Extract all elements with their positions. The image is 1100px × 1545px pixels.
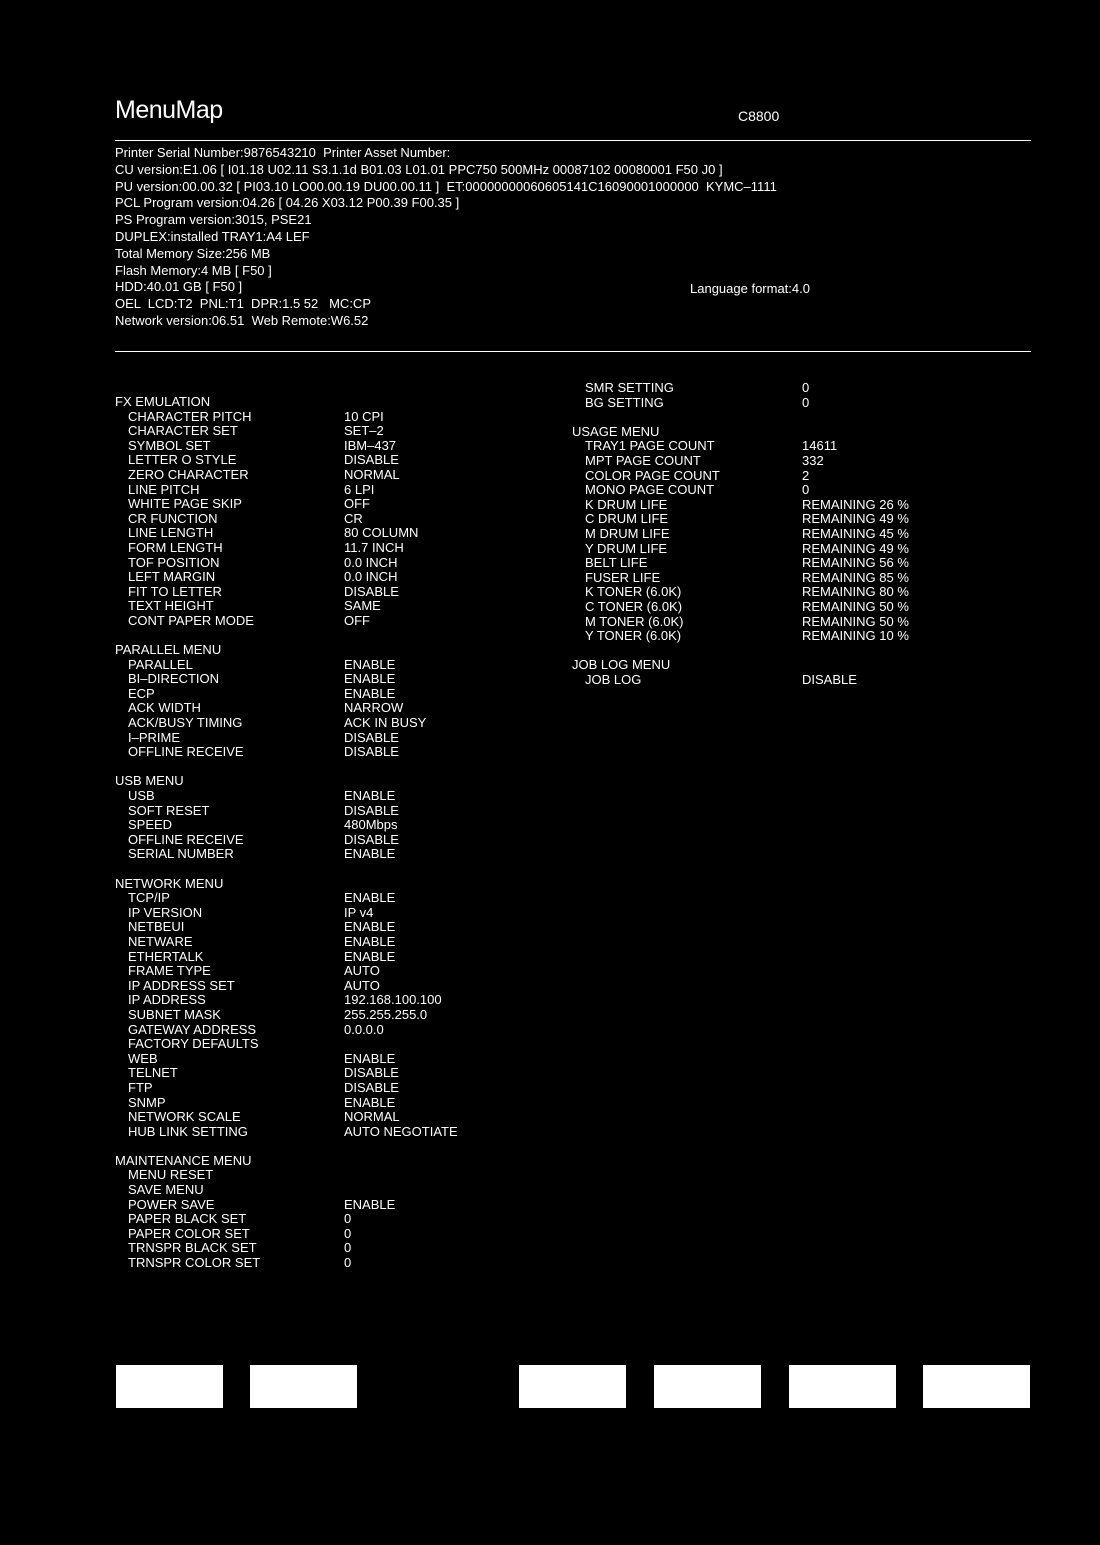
left-menu-column bbox=[115, 395, 515, 1271]
menu-item-label: IP VERSION bbox=[128, 904, 203, 920]
menu-item bbox=[115, 964, 515, 979]
menu-item-value: CR bbox=[344, 510, 363, 526]
menu-item-label: FORM LENGTH bbox=[128, 539, 223, 555]
menu-item bbox=[115, 891, 515, 906]
menu-item-value: 480Mbps bbox=[344, 817, 398, 833]
menu-item-value: REMAINING 50 % bbox=[802, 598, 909, 614]
menu-item bbox=[115, 804, 515, 819]
menu-item-label: MPT PAGE COUNT bbox=[585, 452, 701, 468]
menu-item bbox=[115, 1052, 515, 1067]
menu-item bbox=[572, 483, 972, 498]
menu-item-value: ENABLE bbox=[344, 671, 396, 687]
menu-item-label: ETHERTALK bbox=[128, 948, 204, 964]
menu-item-value: 332 bbox=[802, 452, 824, 468]
menu-item bbox=[115, 541, 515, 556]
menu-item-label: Y DRUM LIFE bbox=[585, 540, 668, 556]
menu-item-label: K DRUM LIFE bbox=[585, 496, 668, 512]
menu-item bbox=[115, 497, 515, 512]
info-line: PCL Program version:04.26 [ 04.26 X03.12 P00.39 F00.35 ] bbox=[115, 195, 460, 211]
menu-item bbox=[115, 570, 515, 585]
menu-item-label: TOF POSITION bbox=[128, 554, 220, 570]
spacer bbox=[115, 629, 515, 644]
menu-item-value: ENABLE bbox=[344, 685, 396, 701]
menu-item bbox=[115, 701, 515, 716]
menu-section-title: PARALLEL MENU bbox=[115, 642, 222, 658]
menu-item-value: NORMAL bbox=[344, 466, 400, 482]
menu-item-value: ENABLE bbox=[344, 1094, 396, 1110]
menu-item-label: POWER SAVE bbox=[128, 1196, 215, 1212]
menu-item-value: 11.7 INCH bbox=[344, 539, 404, 555]
menu-item-label: MENU RESET bbox=[128, 1167, 214, 1183]
menu-item-label: NETBEUI bbox=[128, 919, 185, 935]
menu-item bbox=[115, 687, 515, 702]
menu-item bbox=[115, 1096, 515, 1111]
menu-item bbox=[115, 818, 515, 833]
menu-item-label: ACK/BUSY TIMING bbox=[128, 715, 243, 731]
menu-item-label: GATEWAY ADDRESS bbox=[128, 1021, 257, 1037]
menu-item-value: 2 bbox=[802, 467, 810, 483]
menu-item bbox=[115, 979, 515, 994]
menu-item-value: ENABLE bbox=[344, 948, 396, 964]
menu-item-value: REMAINING 49 % bbox=[802, 511, 909, 527]
middle-divider bbox=[115, 351, 1031, 352]
menu-item bbox=[572, 381, 972, 396]
menu-section-title: FX EMULATION bbox=[115, 394, 211, 409]
menu-item bbox=[115, 716, 515, 731]
menu-item-value: DISABLE bbox=[344, 1065, 399, 1081]
info-line: CU version:E1.06 [ I01.18 U02.11 S3.1.1d B01.03 L01.01 PPC750 500MHz 00087102 00080001 F50 J0 ] bbox=[115, 161, 723, 177]
menu-item-value: REMAINING 80 % bbox=[802, 584, 909, 600]
menu-item-value: ENABLE bbox=[344, 846, 396, 862]
menu-item-label: OFFLINE RECEIVE bbox=[128, 831, 244, 847]
menu-item-label: SPEED bbox=[128, 817, 173, 833]
menu-item bbox=[115, 658, 515, 673]
menu-item bbox=[572, 615, 972, 630]
menu-item-value: 0 bbox=[802, 394, 810, 410]
menu-item-label: LEFT MARGIN bbox=[128, 569, 216, 585]
menu-item bbox=[115, 1023, 515, 1038]
menu-item-label: SUBNET MASK bbox=[128, 1006, 221, 1022]
menu-item-label: K TONER (6.0K) bbox=[585, 584, 682, 600]
menu-item-value: ENABLE bbox=[344, 1050, 396, 1066]
menu-item-label: LETTER O STYLE bbox=[128, 452, 237, 468]
right-menu-column bbox=[572, 381, 972, 687]
menu-item-value: SET–2 bbox=[344, 423, 384, 439]
info-line: HDD:40.01 GB [ F50 ] bbox=[115, 279, 243, 295]
menu-item bbox=[572, 527, 972, 542]
menu-item bbox=[115, 1110, 515, 1125]
menu-item-label: I–PRIME bbox=[128, 729, 181, 745]
menu-item-value: DISABLE bbox=[344, 729, 399, 745]
menu-item-value: IP v4 bbox=[344, 904, 374, 920]
menu-section-title: USAGE MENU bbox=[572, 423, 660, 439]
menu-item-value: 0 bbox=[344, 1211, 352, 1227]
menu-item bbox=[115, 1125, 515, 1140]
menu-item-label: TCP/IP bbox=[128, 890, 170, 906]
menu-item-value: AUTO bbox=[344, 963, 380, 979]
menu-item-value: REMAINING 45 % bbox=[802, 525, 909, 541]
menu-item-label: ZERO CHARACTER bbox=[128, 466, 249, 482]
menu-item-label: IP ADDRESS bbox=[128, 992, 206, 1008]
menu-item bbox=[572, 629, 972, 644]
menu-item bbox=[572, 571, 972, 586]
spacer bbox=[572, 410, 972, 425]
menu-item-value: REMAINING 10 % bbox=[802, 628, 909, 644]
printer-model: C8800 bbox=[738, 108, 780, 124]
menu-item bbox=[115, 847, 515, 862]
menu-item-value: 0 bbox=[802, 380, 810, 395]
menu-item-label: M TONER (6.0K) bbox=[585, 613, 684, 629]
menu-item-value: REMAINING 49 % bbox=[802, 540, 909, 556]
menu-item-label: HUB LINK SETTING bbox=[128, 1123, 248, 1139]
menu-item-label: MONO PAGE COUNT bbox=[585, 482, 715, 498]
menu-item-label: SMR SETTING bbox=[585, 380, 674, 395]
spacer bbox=[572, 644, 972, 659]
menu-item bbox=[572, 542, 972, 557]
menu-item-label: PAPER COLOR SET bbox=[128, 1225, 250, 1241]
menu-item bbox=[115, 439, 515, 454]
menu-item-value: 0 bbox=[344, 1240, 352, 1256]
menu-item-label: BI–DIRECTION bbox=[128, 671, 220, 687]
menu-item bbox=[115, 1183, 515, 1198]
menu-item-value: OFF bbox=[344, 612, 370, 628]
menu-item bbox=[115, 556, 515, 571]
menu-item-label: TRNSPR COLOR SET bbox=[128, 1255, 261, 1271]
top-divider bbox=[115, 140, 1031, 141]
menu-item bbox=[572, 585, 972, 600]
menu-item bbox=[115, 1081, 515, 1096]
menu-item-label: SAVE MENU bbox=[128, 1182, 204, 1198]
menu-item-label: FIT TO LETTER bbox=[128, 583, 222, 599]
menu-item bbox=[115, 950, 515, 965]
menu-item-label: SNMP bbox=[128, 1094, 166, 1110]
menu-item bbox=[115, 468, 515, 483]
menu-item-label: SOFT RESET bbox=[128, 802, 210, 818]
menu-item-value: AUTO NEGOTIATE bbox=[344, 1123, 458, 1139]
info-line: Network version:06.51 Web Remote:W6.52 bbox=[115, 312, 369, 328]
menu-item-value: ENABLE bbox=[344, 788, 396, 804]
menu-item bbox=[115, 424, 515, 439]
menu-item bbox=[115, 1212, 515, 1227]
menu-item-label: IP ADDRESS SET bbox=[128, 977, 235, 993]
menu-item-value: DISABLE bbox=[344, 802, 399, 818]
menu-item-label: CHARACTER SET bbox=[128, 423, 238, 439]
menu-item-label: BELT LIFE bbox=[585, 555, 648, 571]
spacer bbox=[115, 862, 515, 877]
menu-item bbox=[115, 935, 515, 950]
menu-item-label: FACTORY DEFAULTS bbox=[128, 1036, 259, 1052]
menu-item bbox=[115, 410, 515, 425]
menu-item-label: M DRUM LIFE bbox=[585, 525, 670, 541]
printer-info-block bbox=[115, 145, 777, 330]
menu-item-value: REMAINING 85 % bbox=[802, 569, 909, 585]
menu-item-value: REMAINING 56 % bbox=[802, 555, 909, 571]
menu-item-value: 10 CPI bbox=[344, 408, 384, 424]
menu-item-label: FTP bbox=[128, 1079, 153, 1095]
menu-item-value: ENABLE bbox=[344, 919, 396, 935]
page-title: MenuMap bbox=[115, 96, 223, 124]
info-line: Flash Memory:4 MB [ F50 ] bbox=[115, 262, 272, 278]
menu-item-label: FUSER LIFE bbox=[585, 569, 661, 585]
menu-item-label: SYMBOL SET bbox=[128, 437, 211, 453]
menu-item-label: BG SETTING bbox=[585, 394, 664, 410]
info-line: DUPLEX:installed TRAY1:A4 LEF bbox=[115, 228, 310, 244]
menu-item-label: TRAY1 PAGE COUNT bbox=[585, 438, 715, 454]
menu-item bbox=[115, 1198, 515, 1213]
menu-section-title: MAINTENANCE MENU bbox=[115, 1152, 252, 1168]
menu-item-value: DISABLE bbox=[344, 1079, 399, 1095]
info-line: OEL LCD:T2 PNL:T1 DPR:1.5 52 MC:CP bbox=[115, 296, 371, 312]
menu-item-value: NARROW bbox=[344, 700, 404, 716]
menu-item-value: 255.255.255.0 bbox=[344, 1006, 428, 1022]
menu-item bbox=[115, 585, 515, 600]
menu-item-label: CR FUNCTION bbox=[128, 510, 218, 526]
menu-item-label: PARALLEL bbox=[128, 656, 193, 672]
color-patch bbox=[250, 1365, 357, 1408]
menu-item-value: REMAINING 26 % bbox=[802, 496, 909, 512]
menu-item bbox=[115, 1168, 515, 1183]
info-line: Printer Serial Number:9876543210 Printer Asset Number: bbox=[115, 145, 451, 160]
menu-item-value: 0 bbox=[344, 1225, 352, 1241]
menu-item bbox=[572, 556, 972, 571]
menu-item-value: 0.0.0.0 bbox=[344, 1021, 384, 1037]
menu-item-value: 0.0 INCH bbox=[344, 554, 398, 570]
menu-item bbox=[572, 600, 972, 615]
menu-item bbox=[115, 1256, 515, 1271]
menu-item bbox=[572, 498, 972, 513]
menu-item-label: Y TONER (6.0K) bbox=[585, 628, 682, 644]
menu-item-label: WEB bbox=[128, 1050, 158, 1066]
info-line: PS Program version:3015, PSE21 bbox=[115, 212, 312, 228]
menu-item-value: DISABLE bbox=[344, 831, 399, 847]
menu-item bbox=[115, 1066, 515, 1081]
menu-item-value: ENABLE bbox=[344, 1196, 396, 1212]
menu-item-label: LINE PITCH bbox=[128, 481, 200, 497]
language-format: Language format:4.0 bbox=[690, 281, 810, 296]
menu-item-value: IBM–437 bbox=[344, 437, 397, 453]
menu-item-label: WHITE PAGE SKIP bbox=[128, 496, 242, 512]
menu-item-label: CHARACTER PITCH bbox=[128, 408, 252, 424]
menu-item bbox=[115, 789, 515, 804]
menu-item-label: PAPER BLACK SET bbox=[128, 1211, 247, 1227]
menu-item bbox=[572, 673, 972, 688]
menu-item-value: ENABLE bbox=[344, 656, 396, 672]
color-patch bbox=[654, 1365, 761, 1408]
menu-item bbox=[115, 614, 515, 629]
menu-item-label: JOB LOG bbox=[585, 671, 642, 687]
menu-item-value: 0.0 INCH bbox=[344, 569, 398, 585]
menu-item bbox=[115, 672, 515, 687]
menu-item-value: 192.168.100.100 bbox=[344, 992, 442, 1008]
menu-section-title: NETWORK MENU bbox=[115, 875, 224, 891]
menu-item bbox=[115, 1227, 515, 1242]
info-line: PU version:00.00.32 [ PI03.10 LO00.00.19 DU00.00.11 ] ET:00000000060605141C16090001000000 KYMC–1111 bbox=[115, 178, 777, 194]
menu-item bbox=[572, 469, 972, 484]
spacer bbox=[115, 760, 515, 775]
menu-item-label: TRNSPR BLACK SET bbox=[128, 1240, 257, 1256]
menu-item bbox=[572, 439, 972, 454]
menu-item bbox=[115, 906, 515, 921]
menu-item bbox=[572, 454, 972, 469]
menu-item-value: NORMAL bbox=[344, 1109, 400, 1125]
menu-item bbox=[115, 512, 515, 527]
menu-item bbox=[115, 453, 515, 468]
menu-item-value: 0 bbox=[802, 482, 810, 498]
menu-item-label: SERIAL NUMBER bbox=[128, 846, 234, 862]
color-patch bbox=[923, 1365, 1030, 1408]
menu-item-label: ACK WIDTH bbox=[128, 700, 201, 716]
menu-item-value: DISABLE bbox=[344, 583, 399, 599]
menu-item bbox=[115, 526, 515, 541]
menu-item-label: ECP bbox=[128, 685, 155, 701]
menu-item bbox=[115, 920, 515, 935]
menu-item-label: NETWARE bbox=[128, 933, 193, 949]
color-patch bbox=[789, 1365, 896, 1408]
menu-item bbox=[115, 599, 515, 614]
menu-item-label: C TONER (6.0K) bbox=[585, 598, 683, 614]
menu-item-label: NETWORK SCALE bbox=[128, 1109, 241, 1125]
menu-item bbox=[115, 993, 515, 1008]
menu-item bbox=[115, 483, 515, 498]
menu-item-label: LINE LENGTH bbox=[128, 525, 214, 541]
menu-item-value: REMAINING 50 % bbox=[802, 613, 909, 629]
menu-item-label: TELNET bbox=[128, 1065, 178, 1081]
menu-item bbox=[115, 1037, 515, 1052]
menu-item-value: ACK IN BUSY bbox=[344, 715, 427, 731]
menu-item-label: TEXT HEIGHT bbox=[128, 598, 214, 614]
menu-item bbox=[115, 1241, 515, 1256]
menu-item-value: 80 COLUMN bbox=[344, 525, 419, 541]
menu-item-value: 6 LPI bbox=[344, 481, 375, 497]
menu-section-title: USB MENU bbox=[115, 773, 184, 789]
menu-item-value: 14611 bbox=[802, 438, 838, 454]
spacer bbox=[115, 1139, 515, 1154]
menu-item-value: OFF bbox=[344, 496, 370, 512]
menu-item-label: FRAME TYPE bbox=[128, 963, 211, 979]
menu-item-value: DISABLE bbox=[344, 744, 399, 760]
menu-item-label: USB bbox=[128, 788, 155, 804]
menu-item-label: OFFLINE RECEIVE bbox=[128, 744, 244, 760]
menu-item-value: SAME bbox=[344, 598, 381, 614]
menu-item bbox=[572, 396, 972, 411]
color-patch bbox=[116, 1365, 223, 1408]
menu-item bbox=[115, 1008, 515, 1023]
menu-item bbox=[572, 512, 972, 527]
menu-item-value: ENABLE bbox=[344, 933, 396, 949]
menu-item bbox=[115, 833, 515, 848]
menu-item-label: COLOR PAGE COUNT bbox=[585, 467, 720, 483]
menu-item-value: AUTO bbox=[344, 977, 380, 993]
menu-item-value: ENABLE bbox=[344, 890, 396, 906]
menu-item-value: DISABLE bbox=[802, 671, 857, 687]
menu-item bbox=[115, 745, 515, 760]
menu-item-label: CONT PAPER MODE bbox=[128, 612, 254, 628]
menu-item-value: DISABLE bbox=[344, 452, 399, 468]
color-patch bbox=[519, 1365, 626, 1408]
menu-section-title: JOB LOG MENU bbox=[572, 657, 671, 673]
menu-item-label: C DRUM LIFE bbox=[585, 511, 669, 527]
info-line: Total Memory Size:256 MB bbox=[115, 245, 271, 261]
menu-item bbox=[115, 731, 515, 746]
menu-item-value: 0 bbox=[344, 1255, 352, 1271]
